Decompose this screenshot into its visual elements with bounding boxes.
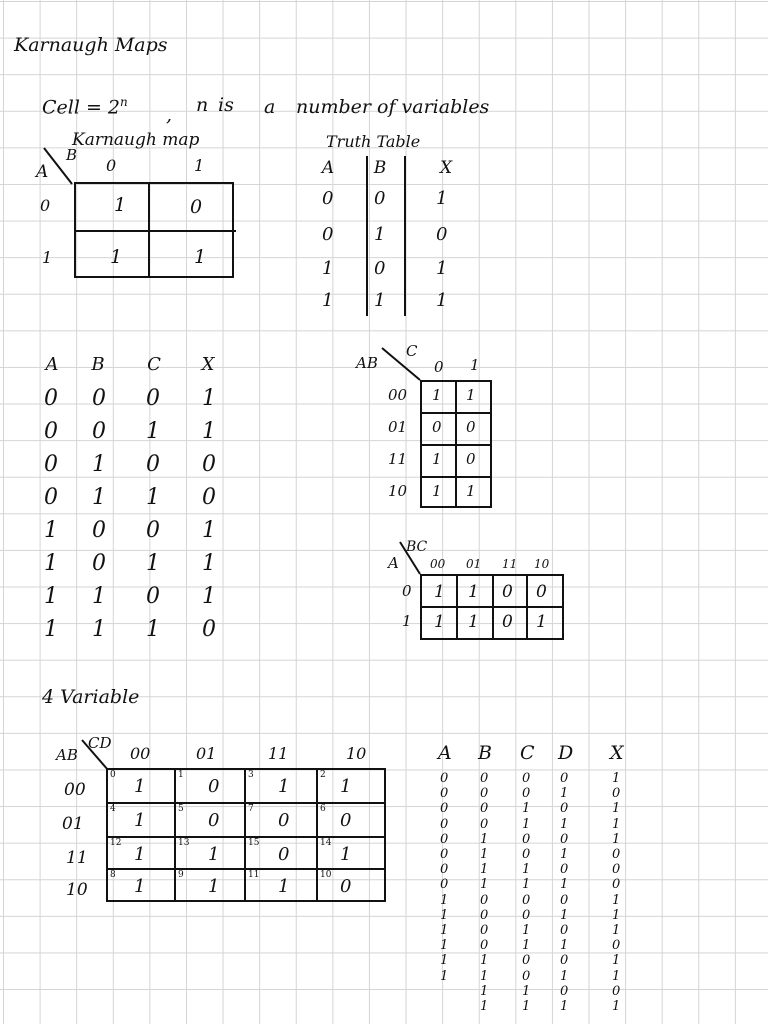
- kmap4-cell: 0: [278, 844, 290, 865]
- truth3-cell: 0: [92, 386, 106, 411]
- truth4-cell: 0: [440, 801, 449, 817]
- kmap3h-cell: 1: [468, 582, 479, 602]
- kmap3v-row-var: AB: [356, 354, 378, 372]
- kmap4-cell: 1: [340, 844, 352, 865]
- truth4-cell: 1: [440, 953, 449, 969]
- truth2-cell: 0: [436, 224, 448, 245]
- truth4-cell: 1: [522, 862, 531, 878]
- truth4-cell: 1: [440, 892, 449, 908]
- kmap2-col-header-0: 0: [106, 156, 117, 175]
- truth4-cell: 0: [612, 862, 621, 878]
- truth4-cell: 1: [612, 831, 621, 847]
- truth4-cell: 0: [560, 831, 569, 847]
- truth3-cell: 1: [92, 584, 106, 609]
- kmap3h-row-var: A: [388, 554, 399, 572]
- kmap4-cell-index: 0: [110, 770, 116, 780]
- truth3-cell: 0: [202, 452, 216, 477]
- truth4-cell: 1: [522, 801, 531, 817]
- truth2-cell: 1: [436, 188, 448, 209]
- truth4-cell: 1: [480, 983, 489, 999]
- kmap3h-col-header: 01: [466, 557, 482, 571]
- kmap3h-col-var: BC: [406, 539, 428, 555]
- kmap4-divider-v: [244, 768, 246, 902]
- truth4-cell: 0: [440, 862, 449, 878]
- truth3-cell: 0: [44, 452, 58, 477]
- truth2-cell: 0: [374, 188, 386, 209]
- kmap3h-cell: 0: [502, 612, 513, 632]
- truth3-cell: 1: [202, 551, 216, 576]
- truth4-cell: 0: [560, 892, 569, 908]
- kmap3v-row-header: 01: [388, 418, 408, 436]
- truth2-cell: 0: [374, 258, 386, 279]
- kmap4-divider-v: [316, 768, 318, 902]
- truth4-cell: 1: [480, 953, 489, 969]
- truth4-cell: 0: [612, 847, 621, 862]
- kmap4-cell: 1: [278, 776, 290, 797]
- truth4-cell: 0: [522, 907, 531, 923]
- truth4-cell: 1: [560, 847, 569, 862]
- truth3-cell: 0: [146, 518, 160, 543]
- truth3-cell: 1: [202, 518, 216, 543]
- truth4-cell: 0: [522, 771, 531, 786]
- truth2-cell: 1: [374, 290, 386, 311]
- kmap3h-cell: 0: [502, 582, 513, 602]
- truth4-cell: 0: [480, 892, 489, 908]
- truth4-cell: 0: [522, 953, 531, 969]
- kmap3v-row-header: 00: [388, 386, 408, 404]
- truth4-cell: 1: [612, 801, 621, 817]
- kmap4-cell: 0: [208, 776, 220, 797]
- kmap4-cell: 1: [208, 844, 220, 865]
- kmap3v-divider-h: [420, 476, 492, 478]
- kmap4-cell-index: 15: [248, 838, 260, 848]
- kmap4-row-header: 10: [66, 880, 88, 900]
- kmap3h-cell: 1: [434, 582, 445, 602]
- kmap2-cell: 1: [110, 246, 123, 268]
- truth3-header-b: B: [91, 354, 105, 375]
- truth4-cell: 1: [522, 983, 531, 999]
- truth3-cell: 1: [92, 452, 106, 477]
- kmap4-cell-index: 5: [178, 804, 184, 814]
- kmap4-col-header: 00: [130, 744, 151, 763]
- kmap2-title: Karnaugh map: [72, 130, 200, 150]
- kmap4-divider-h: [106, 868, 386, 870]
- truth4-cell: 1: [480, 968, 489, 984]
- kmap4-cell: 1: [278, 876, 290, 897]
- kmap3h-col-header: 10: [534, 557, 550, 571]
- kmap4-row-header: 01: [62, 814, 84, 834]
- kmap3v-cell: 0: [432, 418, 442, 436]
- truth4-cell: 1: [560, 816, 569, 832]
- truth3-cell: 1: [44, 584, 58, 609]
- kmap3v-row-header: 10: [388, 482, 408, 500]
- truth4-cell: 0: [560, 953, 569, 969]
- formula-is: is: [218, 94, 234, 116]
- truth4-cell: 1: [480, 877, 489, 893]
- truth4-header: B: [478, 742, 492, 764]
- kmap4-cell: 1: [134, 844, 146, 865]
- truth4-cell: 1: [440, 923, 449, 938]
- kmap4-cell-index: 3: [248, 770, 254, 780]
- kmap3v-divider-h: [420, 444, 492, 446]
- truth4-cell: 1: [612, 999, 621, 1014]
- truth3-header-x: X: [201, 354, 215, 375]
- truth4-cell: 0: [480, 907, 489, 923]
- kmap3v-row-header: 11: [388, 450, 408, 468]
- truth4-cell: 0: [612, 786, 621, 802]
- truth4-cell: 0: [522, 786, 531, 802]
- kmap2-cell: 0: [190, 196, 203, 218]
- kmap4-cell-index: 9: [178, 870, 184, 880]
- truth3-cell: 1: [44, 518, 58, 543]
- truth3-cell: 0: [202, 617, 216, 642]
- truth4-cell: 1: [480, 999, 489, 1014]
- truth3-cell: 1: [92, 617, 106, 642]
- truth2-cell: 0: [322, 224, 334, 245]
- kmap4-cell-index: 8: [110, 870, 116, 880]
- kmap4-cell-index: 13: [178, 838, 190, 848]
- kmap3h-col-header: 11: [502, 557, 518, 571]
- kmap3h-col-header: 00: [430, 557, 446, 571]
- truth2-title: Truth Table: [326, 132, 421, 151]
- truth3-cell: 0: [146, 584, 160, 609]
- truth4-cell: 1: [612, 771, 621, 786]
- truth4-cell: 0: [440, 877, 449, 893]
- truth4-cell: 0: [480, 771, 489, 786]
- truth2-cell: 1: [322, 290, 334, 311]
- truth2-cell: 1: [436, 290, 448, 311]
- truth4-cell: 1: [560, 877, 569, 893]
- kmap4-cell-index: 10: [320, 870, 332, 880]
- kmap4-cell-index: 12: [110, 838, 122, 848]
- truth3-header-a: A: [45, 354, 59, 375]
- truth2-header-x: X: [439, 158, 453, 178]
- truth4-header: X: [610, 742, 624, 764]
- kmap3v-cell: 1: [432, 450, 442, 468]
- formula-n: n: [196, 94, 209, 116]
- truth2-cell: 1: [322, 258, 334, 279]
- kmap2-col-header-1: 1: [194, 156, 205, 175]
- formula-left: Cell = 2: [42, 96, 121, 119]
- kmap4-cell: 1: [340, 776, 352, 797]
- truth4-cell: 0: [522, 831, 531, 847]
- truth3-cell: 1: [146, 551, 160, 576]
- kmap2-divider-h: [74, 230, 236, 232]
- truth4-cell: 0: [560, 983, 569, 999]
- truth4-cell: 0: [560, 801, 569, 817]
- kmap4-row-var: AB: [56, 746, 78, 764]
- truth4-cell: 1: [522, 999, 531, 1014]
- truth3-header-c: C: [147, 354, 161, 375]
- truth2-cell: 1: [374, 224, 386, 245]
- truth4-cell: 1: [560, 938, 569, 954]
- kmap4-divider-h: [106, 836, 386, 838]
- truth4-cell: 0: [560, 771, 569, 786]
- formula-exponent: n: [120, 95, 128, 109]
- truth3-cell: 1: [44, 551, 58, 576]
- kmap3v-cell: 1: [432, 386, 442, 404]
- truth4-cell: 0: [440, 786, 449, 802]
- truth3-cell: 1: [202, 386, 216, 411]
- truth4-cell: 1: [440, 968, 449, 984]
- section-4-variable-heading: 4 Variable: [42, 686, 140, 708]
- kmap4-cell-index: 1: [178, 770, 184, 780]
- truth3-cell: 0: [44, 419, 58, 444]
- truth3-cell: 1: [146, 617, 160, 642]
- truth3-cell: 0: [146, 386, 160, 411]
- kmap4-divider-v: [174, 768, 176, 902]
- truth4-cell: 1: [612, 816, 621, 832]
- truth4-cell: 0: [480, 801, 489, 817]
- kmap4-cell: 1: [134, 776, 146, 797]
- truth4-cell: 1: [440, 907, 449, 923]
- truth4-cell: 0: [440, 771, 449, 786]
- truth4-cell: 1: [612, 892, 621, 908]
- truth4-cell: 0: [480, 923, 489, 938]
- truth4-cell: 0: [560, 862, 569, 878]
- kmap2-row-header-1: 1: [42, 248, 53, 267]
- truth3-cell: 0: [202, 485, 216, 510]
- truth3-cell: 0: [92, 551, 106, 576]
- formula-cell-equation: [42, 96, 128, 117]
- truth2-cell: 1: [436, 258, 448, 279]
- kmap3v-col-header-0: 0: [434, 358, 444, 376]
- kmap4-col-header: 10: [346, 744, 367, 763]
- truth4-cell: 0: [612, 877, 621, 893]
- truth4-cell: 0: [522, 968, 531, 984]
- truth4-cell: 1: [612, 923, 621, 938]
- truth4-cell: 0: [440, 847, 449, 862]
- formula-comma: ,: [166, 104, 173, 126]
- kmap3h-row-header: 1: [402, 612, 412, 630]
- truth4-cell: 1: [480, 862, 489, 878]
- kmap4-cell-index: 4: [110, 804, 116, 814]
- truth3-cell: 0: [146, 452, 160, 477]
- truth4-cell: 1: [522, 816, 531, 832]
- truth4-cell: 1: [522, 877, 531, 893]
- kmap4-col-header: 11: [268, 744, 289, 763]
- truth4-cell: 1: [560, 999, 569, 1014]
- truth4-cell: 1: [522, 938, 531, 954]
- kmap4-col-var: CD: [88, 734, 112, 752]
- truth2-header-a: A: [321, 158, 335, 178]
- kmap4-cell-index: 7: [248, 804, 254, 814]
- kmap2-col-var: B: [66, 146, 78, 164]
- truth3-cell: 1: [92, 485, 106, 510]
- truth3-cell: 1: [146, 419, 160, 444]
- truth2-header-b: B: [373, 158, 387, 178]
- truth4-cell: 0: [480, 786, 489, 802]
- kmap3v-cell: 1: [466, 482, 476, 500]
- truth4-header: D: [558, 742, 574, 764]
- truth4-cell: 1: [612, 953, 621, 969]
- kmap3v-col-var: C: [406, 342, 418, 360]
- kmap3h-row-header: 0: [402, 582, 412, 600]
- kmap4-row-header: 00: [64, 780, 86, 800]
- truth3-cell: 0: [44, 485, 58, 510]
- truth3-cell: 1: [44, 617, 58, 642]
- truth4-cell: 1: [560, 968, 569, 984]
- kmap4-cell: 1: [134, 876, 146, 897]
- truth4-cell: 0: [440, 831, 449, 847]
- kmap2-row-header-0: 0: [40, 196, 51, 215]
- kmap4-cell: 1: [208, 876, 220, 897]
- truth2-divider-1: [366, 156, 368, 316]
- truth4-cell: 1: [612, 968, 621, 984]
- kmap2-row-var: A: [36, 162, 49, 182]
- truth4-cell: 1: [480, 847, 489, 862]
- truth4-cell: 1: [480, 831, 489, 847]
- kmap4-row-header: 11: [66, 848, 88, 868]
- truth4-cell: 0: [440, 816, 449, 832]
- truth4-cell: 1: [560, 907, 569, 923]
- kmap4-cell: 0: [340, 876, 352, 897]
- truth4-cell: 0: [480, 816, 489, 832]
- kmap3v-cell: 1: [466, 386, 476, 404]
- truth4-cell: 0: [612, 938, 621, 954]
- truth4-cell: 0: [560, 923, 569, 938]
- truth4-header: A: [438, 742, 452, 764]
- truth3-cell: 0: [92, 419, 106, 444]
- formula-a: a: [264, 96, 276, 118]
- kmap4-cell-index: 14: [320, 838, 332, 848]
- kmap4-cell-index: 11: [248, 870, 260, 880]
- kmap4-cell: 0: [278, 810, 290, 831]
- kmap4-cell-index: 2: [320, 770, 326, 780]
- truth3-cell: 1: [202, 584, 216, 609]
- truth2-cell: 0: [322, 188, 334, 209]
- truth2-divider-2: [404, 156, 406, 316]
- kmap3h-cell: 0: [536, 582, 547, 602]
- kmap3v-cell: 1: [432, 482, 442, 500]
- truth3-cell: 1: [146, 485, 160, 510]
- truth3-cell: 0: [92, 518, 106, 543]
- kmap3v-cell: 0: [466, 450, 476, 468]
- truth3-cell: 1: [202, 419, 216, 444]
- truth4-cell: 0: [480, 938, 489, 954]
- kmap2-cell: 1: [114, 194, 127, 216]
- kmap4-col-header: 01: [196, 744, 217, 763]
- truth4-cell: 0: [522, 892, 531, 908]
- kmap3v-col-header-1: 1: [470, 356, 480, 374]
- kmap4-cell-index: 6: [320, 804, 326, 814]
- kmap3h-cell: 1: [536, 612, 547, 632]
- kmap3h-divider-h: [420, 606, 564, 608]
- truth3-cell: 0: [44, 386, 58, 411]
- kmap4-cell: 0: [208, 810, 220, 831]
- truth4-cell: 1: [522, 923, 531, 938]
- kmap3h-cell: 1: [468, 612, 479, 632]
- truth4-cell: 1: [440, 938, 449, 954]
- kmap3h-cell: 1: [434, 612, 445, 632]
- kmap3v-divider-h: [420, 412, 492, 414]
- kmap2-cell: 1: [194, 246, 207, 268]
- truth4-cell: 0: [522, 847, 531, 862]
- truth4-cell: 1: [560, 786, 569, 802]
- page-heading: Karnaugh Maps: [14, 34, 168, 56]
- truth4-cell: 1: [612, 907, 621, 923]
- truth4-header: C: [520, 742, 535, 764]
- truth4-cell: 0: [612, 983, 621, 999]
- formula-rest: number of variables: [296, 96, 490, 118]
- kmap4-cell: 1: [134, 810, 146, 831]
- kmap4-cell: 0: [340, 810, 352, 831]
- kmap3v-cell: 0: [466, 418, 476, 436]
- kmap4-divider-h: [106, 802, 386, 804]
